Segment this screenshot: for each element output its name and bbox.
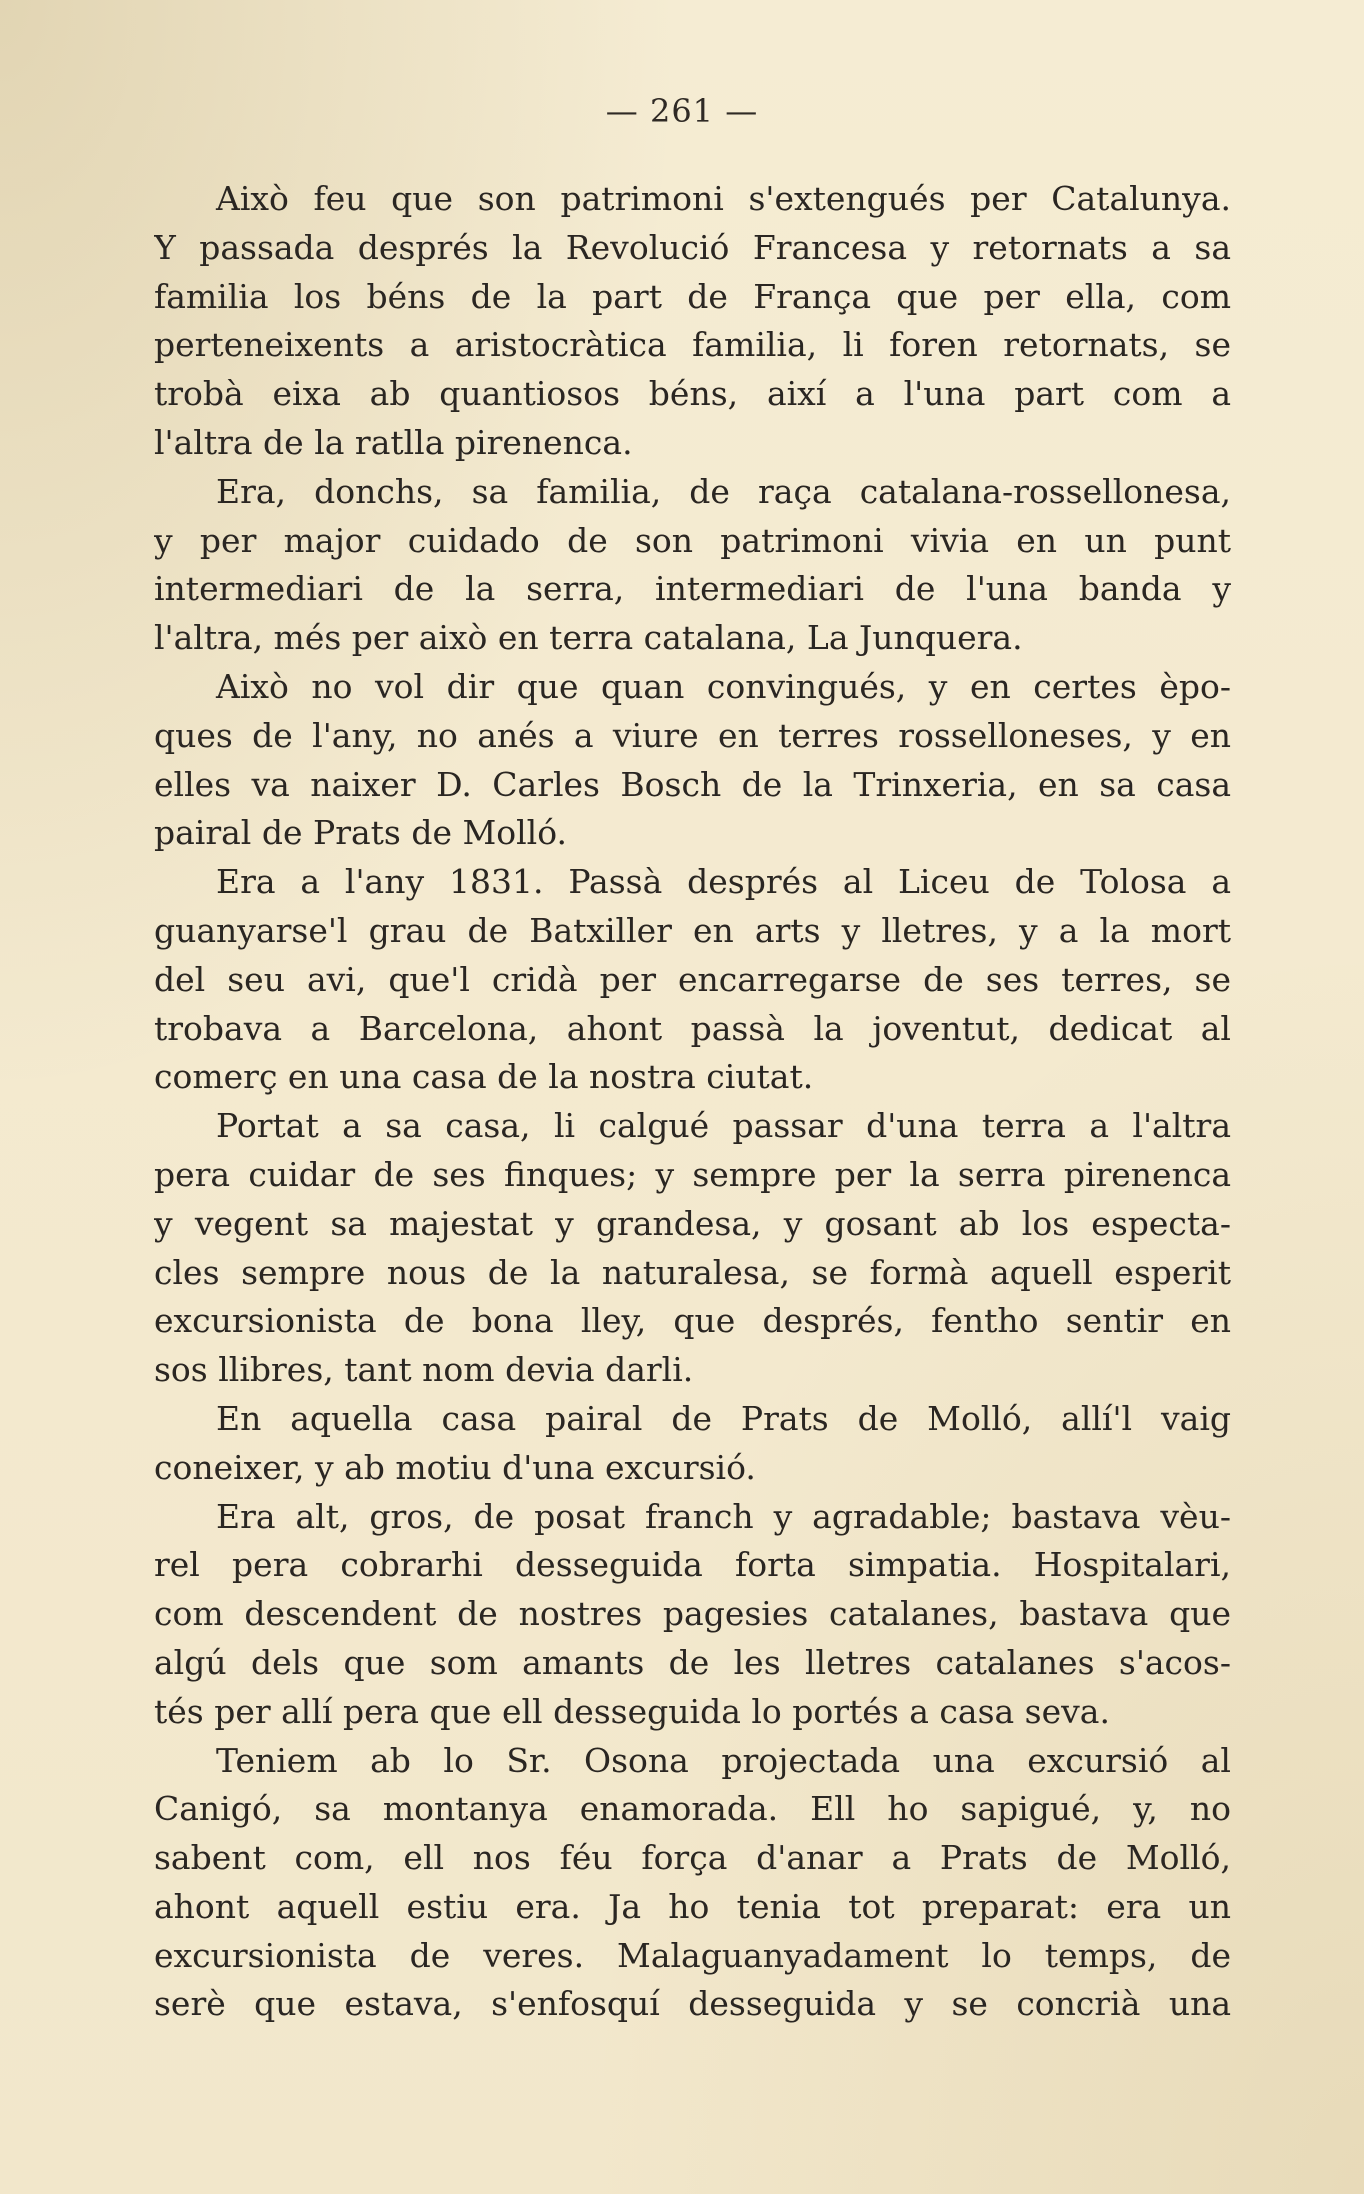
text-line: ques de l'any, no anés a viure en terres rosselloneses, y en xyxy=(154,715,1231,755)
text-line: algú dels que som amants de les lletres catalanes s'acos- xyxy=(154,1642,1231,1682)
text-line: y per major cuidado de son patrimoni vivia en un punt xyxy=(154,520,1231,560)
text-line: comerç en una casa de la nostra ciutat. xyxy=(154,1057,814,1097)
text-line: En aquella casa pairal de Prats de Molló, allí'l vaig xyxy=(216,1398,1231,1438)
text-line: serè que estava, s'enfosquí desseguida y se concrià una xyxy=(154,1984,1231,2024)
text-line: intermediari de la serra, intermediari de l'una banda y xyxy=(154,569,1231,609)
text-line: Canigó, sa montanya enamorada. Ell ho sapigué, y, no xyxy=(154,1789,1231,1829)
text-line: trobava a Barcelona, ahont passà la joventut, dedicat al xyxy=(154,1008,1231,1048)
text-line: tés per allí pera que ell desseguida lo portés a casa seva. xyxy=(154,1691,1110,1731)
text-line: Portat a sa casa, li calgué passar d'una terra a l'altra xyxy=(216,1106,1231,1146)
text-line: perteneixents a aristocràtica familia, li foren retornats, se xyxy=(154,325,1231,365)
text-line: pairal de Prats de Molló. xyxy=(154,813,568,853)
text-line: Y passada després la Revolució Francesa y retornats a sa xyxy=(154,227,1231,267)
text-line: sos llibres, tant nom devia darli. xyxy=(154,1350,694,1390)
text-line: rel pera cobrarhi desseguida forta simpatia. Hospitalari, xyxy=(154,1545,1231,1585)
page-number: — 261 — xyxy=(605,92,759,130)
text-line: Era, donchs, sa familia, de raça catalana-rossellonesa, xyxy=(216,471,1231,511)
text-line: Era alt, gros, de posat franch y agradable; bastava vèu- xyxy=(216,1496,1231,1536)
text-line: cles sempre nous de la naturalesa, se formà aquell esperit xyxy=(154,1252,1231,1292)
text-line: pera cuidar de ses finques; y sempre per la serra pirenenca xyxy=(154,1154,1231,1194)
text-line: Això no vol dir que quan convingués, y en certes èpo- xyxy=(216,666,1231,706)
text-line: ahont aquell estiu era. Ja ho tenia tot preparat: era un xyxy=(154,1886,1231,1926)
text-line: del seu avi, que'l cridà per encarregarse de ses terres, se xyxy=(154,959,1231,999)
text-line: excursionista de bona lley, que després, fentho sentir en xyxy=(154,1301,1231,1341)
text-line: Era a l'any 1831. Passà després al Liceu de Tolosa a xyxy=(216,862,1231,902)
text-line: l'altra de la ratlla pirenenca. xyxy=(154,422,633,462)
text-line: guanyarse'l grau de Batxiller en arts y lletres, y a la mort xyxy=(154,910,1231,950)
text-line: Això feu que son patrimoni s'extengués per Catalunya. xyxy=(216,179,1231,218)
text-line: coneixer, y ab motiu d'una excursió. xyxy=(154,1447,756,1487)
text-line: sabent com, ell nos féu força d'anar a Prats de Molló, xyxy=(154,1838,1231,1878)
body-text xyxy=(154,175,1231,2029)
text-line: Teniem ab lo Sr. Osona projectada una excursió al xyxy=(216,1740,1231,1780)
text-line: elles va naixer D. Carles Bosch de la Trinxeria, en sa casa xyxy=(154,764,1231,804)
text-line: trobà eixa ab quantiosos béns, així a l'una part com a xyxy=(154,374,1231,414)
text-line: familia los béns de la part de França que per ella, com xyxy=(154,276,1231,316)
text-line: y vegent sa majestat y grandesa, y gosant ab los especta- xyxy=(154,1203,1231,1243)
text-line: excursionista de veres. Malaguanyadament lo temps, de xyxy=(154,1935,1231,1975)
text-line: l'altra, més per això en terra catalana, La Junquera. xyxy=(154,618,1023,658)
text-line: com descendent de nostres pagesies catalanes, bastava que xyxy=(154,1594,1231,1634)
